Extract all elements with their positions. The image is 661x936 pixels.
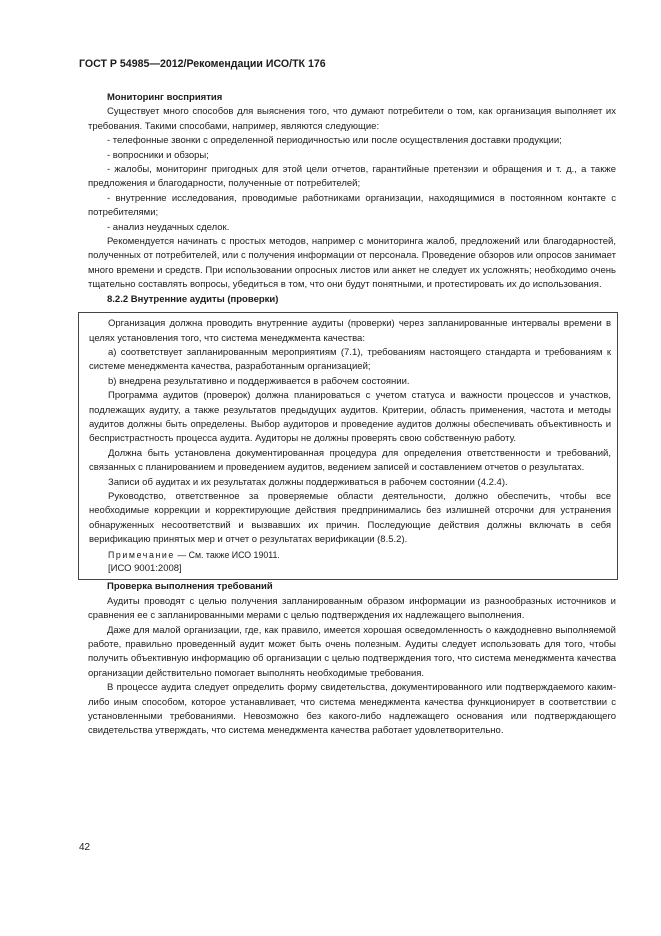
paragraph: Рекомендуется начинать с простых методов, например с мониторинга жалоб, предложений или благодарностей, полученных от потребителей, или с получения информации от персонала. Проведение обзоров или опросов занимает много времени и средств. При использовании опросных листов или анкет не следует их усложнять; необходимо очень тщательно составлять вопросы, убедиться в том, что они будут понятными, и протестировать их до использования.	[88, 236, 616, 291]
page-content	[88, 91, 616, 739]
paragraph: Даже для малой организации, где, как правило, имеется хорошая осведомленность о каждодневно выполняемой работе, правильно проведенный аудит может быть очень полезным. Аудиты следует использовать для того, чтобы получить объективную информацию об организации с целью подтверждения того, что система менеджмента качества организации действительно помогает выполнять необходимые требования.	[88, 624, 616, 679]
page-number: 42	[79, 842, 91, 853]
list-item: - жалобы, мониторинг пригодных для этой цели отчетов, гарантийные претензии и обращения и т. д., а также предложения и благодарности, полученные от потребителей;	[88, 164, 616, 190]
paragraph: Аудиты проводят с целью получения запланированным образом информации из разнообразных источников и сравнения ее с запланированными мерами с целью подтверждения их надлежащего выполнения.	[88, 595, 616, 622]
list-item: - вопросники и обзоры;	[107, 149, 209, 161]
list-item: - анализ неудачных сделок.	[107, 221, 230, 233]
section-heading-compliance-check: Проверка выполнения требований	[107, 581, 273, 593]
paragraph: a) соответствует запланированным мероприятиям (7.1), требованиям настоящего стандарта и требованиям к системе менеджмента качества, разработанным организацией;	[89, 346, 611, 373]
paragraph: Должна быть установлена документированная процедура для определения ответственности и требований, связанных с планированием и проведением аудитов, ведением записей и составлением отчетов о результатах.	[89, 447, 611, 474]
section-heading-perception-monitoring: Мониторинг восприятия	[107, 92, 223, 103]
note	[89, 548, 611, 562]
paragraph: Записи об аудитах и их результатах должны поддерживаться в рабочем состоянии (4.2.4).	[108, 476, 508, 488]
note-label: Примечание	[108, 549, 175, 560]
paragraph: Существует много способов для выяснения того, что думают потребители о том, как организация выполняет их требования. Такими способами, например, являются следующие:	[88, 106, 616, 132]
paragraph: В процессе аудита следует определить форму свидетельства, документированного или подтверждаемого каким-либо иным способом, которое устанавливает, что система менеджмента качества функционирует в соответствии с установленными требованиями. Невозможно без какого-либо надлежащего основания или подтверждающего свидетельства утверждать, что система менеджмента качества работает удовлетворительно.	[88, 682, 616, 737]
note-text: — См. также ИСО 19011.	[174, 549, 280, 560]
list-item: - внутренние исследования, проводимые работниками организации, находящимися в постоянном контакте с потребителями;	[88, 192, 616, 219]
list-item: - телефонные звонки с определенной периодичностью или после осуществления доставки продукции;	[107, 135, 562, 147]
paragraph: Организация должна проводить внутренние аудиты (проверки) через запланированные интервалы времени в целях установления того, что система менеджмента качества:	[89, 318, 611, 344]
source-reference: [ИСО 9001:2008]	[108, 563, 182, 574]
section-heading-internal-audits: 8.2.2 Внутренние аудиты (проверки)	[107, 293, 279, 305]
document-header: ГОСТ Р 54985—2012/Рекомендации ИСО/ТК 176	[79, 58, 326, 70]
paragraph: Программа аудитов (проверок) должна планироваться с учетом статуса и важности процессов и участков, подлежащих аудиту, а также результатов предыдущих аудитов. Критерии, область применения, частота и методы аудитов должны быть определены. Выбор аудиторов и проведение аудитов должны обеспечивать объективность и беспристрастность процесса аудита. Аудиторы не должны проверять свою собственную работу.	[89, 390, 611, 445]
paragraph: b) внедрена результативно и поддерживается в рабочем состоянии.	[108, 375, 410, 387]
iso-quote-box	[78, 312, 618, 580]
paragraph: Руководство, ответственное за проверяемые области деятельности, должно обеспечить, чтобы все необходимые коррекции и корректирующие действия предпринимались без излишней отсрочки для устранения обнаруженных несоответствий и вызвавших их причин. Последующие действия должны включать в себя верификацию принятых мер и отчет о результатах верификации (8.5.2).	[89, 490, 611, 546]
